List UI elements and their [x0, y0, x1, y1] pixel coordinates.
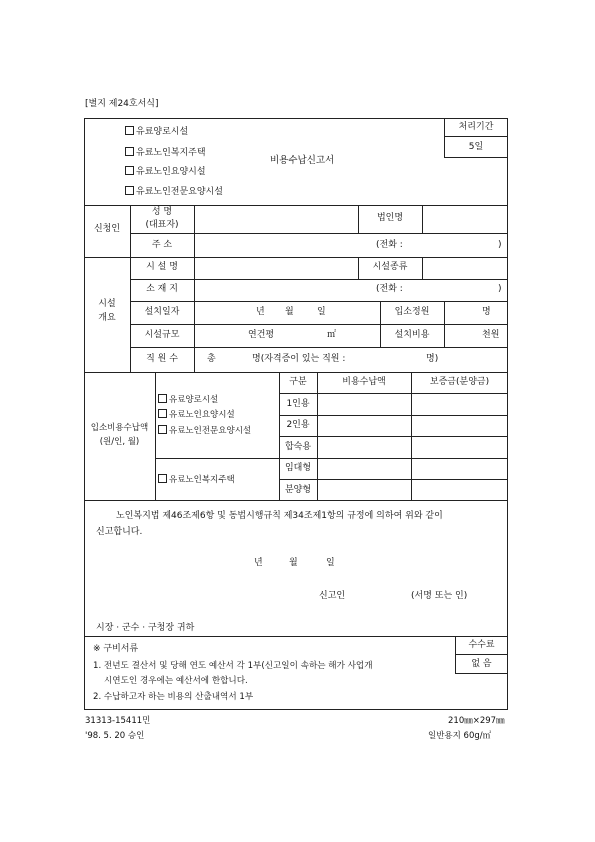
checkbox-icon[interactable] — [158, 474, 167, 483]
required-document-item: 시연도인 경우에는 예산서에 한합니다. — [104, 676, 248, 686]
facility-name-label: 시 설 명 — [146, 262, 178, 272]
capacity-unit: 명 — [482, 307, 491, 317]
area-unit: ㎡ — [327, 330, 337, 340]
facility-phone-label: (전화 : — [376, 284, 403, 294]
install-date-month: 월 — [285, 307, 294, 317]
applicant-section-label: 신청인 — [93, 224, 121, 234]
facility-type-label: 시설종류 — [372, 262, 408, 272]
admission-section-label: 입소비용수납액 — [90, 423, 149, 433]
corp-name-label: 법인명 — [376, 213, 404, 223]
required-document-item: 2. 수납하고자 하는 비용의 산출내역서 1부 — [93, 692, 254, 702]
declaration-year: 년 — [254, 558, 263, 568]
checkbox-icon[interactable] — [158, 425, 167, 434]
install-date-year: 년 — [256, 307, 265, 317]
col-type-header: 구분 — [289, 377, 307, 387]
declaration-text: 신고합니다. — [96, 527, 143, 537]
admission-facility-option[interactable]: 유료노인전문요양시설 — [158, 425, 251, 436]
approval-date: '98. 5. 20 승인 — [85, 731, 145, 741]
row-type-label: 합숙용 — [284, 442, 312, 452]
address-label: 주 소 — [151, 240, 173, 250]
facility-section-label: 시설 — [98, 299, 116, 309]
addressee-label: 시장 · 군수 · 구청장 귀하 — [96, 623, 195, 633]
paper-size: 210㎜×297㎜ — [448, 716, 505, 726]
checkbox-icon[interactable] — [158, 409, 167, 418]
col-amount-header: 비용수납액 — [342, 377, 386, 387]
fee-value: 없 음 — [471, 659, 492, 669]
install-date-day: 일 — [317, 307, 326, 317]
install-date-label: 설치일자 — [144, 307, 180, 317]
form-code: 31313-15411민 — [85, 716, 151, 726]
facility-type-option[interactable]: 유료양로시설 — [125, 126, 188, 137]
required-documents-title: ※ 구비서류 — [93, 644, 139, 654]
cost-unit: 천원 — [482, 330, 500, 340]
staff-unit-label: 명(자격증이 있는 직원 : — [252, 354, 346, 364]
facility-phone-close: ) — [498, 284, 502, 294]
reporter-label: 신고인 — [319, 591, 346, 601]
applicant-phone-close: ) — [498, 240, 502, 250]
install-cost-label: 설치비용 — [394, 330, 430, 340]
staff-count-label: 직 원 수 — [146, 354, 178, 364]
admission-unit-label: (원/인, 월) — [99, 437, 140, 447]
location-label: 소 재 지 — [146, 284, 178, 294]
checkbox-icon[interactable] — [125, 186, 134, 195]
scale-label: 시설규모 — [144, 330, 180, 340]
signature-label: (서명 또는 인) — [411, 591, 468, 601]
fee-label: 수수료 — [468, 640, 495, 650]
facility-section-label: 개요 — [98, 313, 116, 323]
processing-period-value: 5일 — [468, 142, 484, 152]
declaration-day: 일 — [326, 558, 335, 568]
floor-area-label: 연건평 — [248, 330, 275, 340]
paper-type: 일반용지 60g/㎡ — [428, 731, 492, 741]
admission-facility-option[interactable]: 유료노인요양시설 — [158, 409, 235, 420]
admission-facility-option[interactable]: 유료노인복지주택 — [158, 474, 235, 485]
row-type-label: 임대형 — [284, 463, 312, 473]
declaration-month: 월 — [289, 558, 298, 568]
checkbox-icon[interactable] — [125, 147, 134, 156]
name-label: 성 명 — [151, 207, 173, 217]
row-type-label: 2인용 — [286, 420, 310, 430]
required-document-item: 1. 전년도 결산서 및 당해 연도 예산서 각 1부(신고일이 속하는 해가 사업개 — [93, 661, 373, 671]
applicant-phone-label: (전화 : — [376, 240, 403, 250]
staff-total-label: 총 — [207, 354, 216, 364]
staff-close-label: 명) — [426, 354, 439, 364]
facility-type-option[interactable]: 유료노인요양시설 — [125, 166, 206, 177]
facility-type-option[interactable]: 유료노인복지주택 — [125, 147, 206, 158]
processing-period-label: 처리기간 — [458, 122, 494, 132]
facility-type-option[interactable]: 유료노인전문요양시설 — [125, 186, 223, 197]
row-type-label: 1인용 — [286, 399, 310, 409]
form-frame — [84, 118, 508, 710]
col-deposit-header: 보증금(분양금) — [429, 377, 490, 387]
row-type-label: 분양형 — [284, 485, 312, 495]
form-title: 비용수납신고서 — [270, 155, 335, 166]
admission-facility-option[interactable]: 유료양로시설 — [158, 394, 218, 405]
declaration-text: 노인복지법 제46조제6항 및 동법시행규칙 제34조제1항의 규정에 의하여 위와 같이 — [116, 511, 443, 521]
form-number-label: [별지 제24호서식] — [85, 99, 159, 109]
checkbox-icon[interactable] — [125, 166, 134, 175]
capacity-label: 입소정원 — [394, 307, 430, 317]
checkbox-icon[interactable] — [158, 394, 167, 403]
representative-label: (대표자) — [145, 220, 179, 230]
checkbox-icon[interactable] — [125, 126, 134, 135]
